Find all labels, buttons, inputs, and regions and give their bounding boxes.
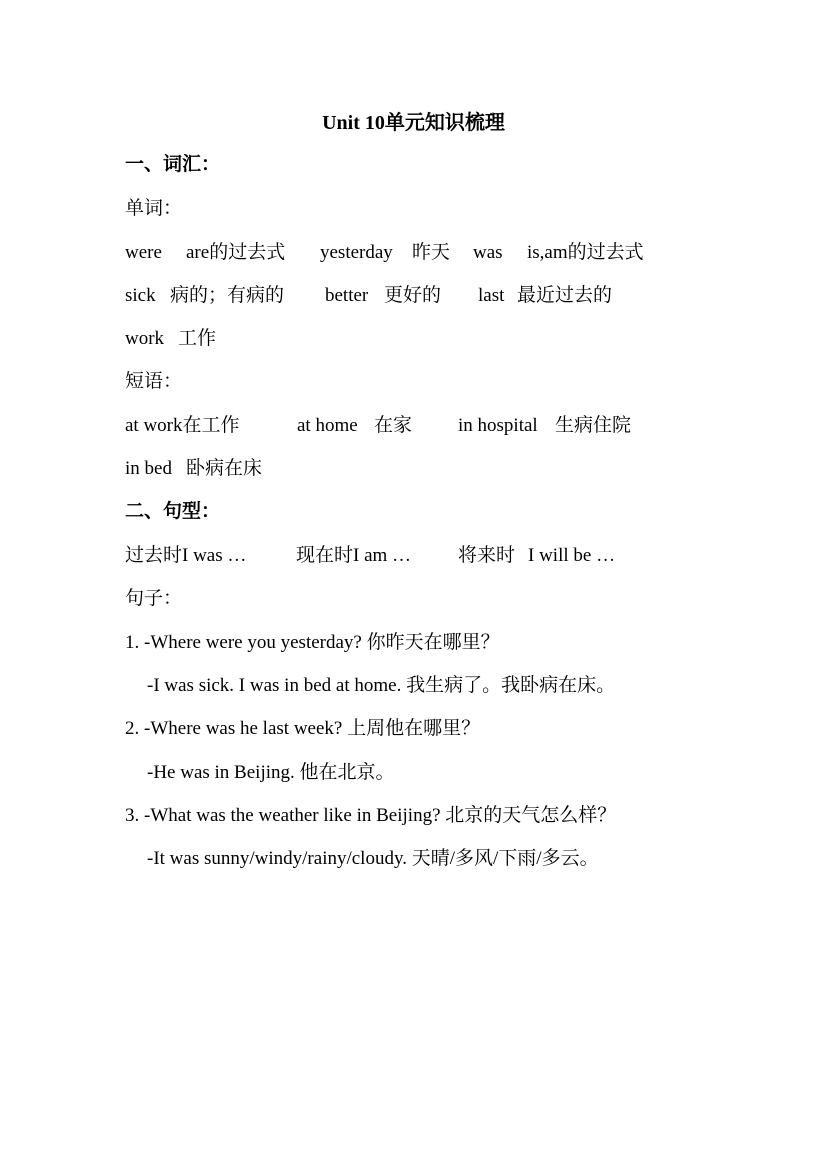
sentence-question: 2. -Where was he last week? 上周他在哪里？	[125, 718, 481, 739]
word-meaning: 最近过去的	[517, 285, 613, 306]
pattern-future: I will be …	[528, 545, 616, 566]
word-meaning: is,am的过去式	[527, 242, 644, 263]
word-term: last	[478, 285, 505, 306]
pattern-past: 过去时I was …	[125, 545, 247, 566]
words-row-3	[125, 326, 325, 352]
phrase-term: in bed	[125, 458, 172, 479]
phrases-row-2	[125, 456, 325, 482]
sentence-answer: -I was sick. I was in bed at home. 我生病了。我卧病在床。	[147, 675, 616, 696]
phrase-meaning: 生病住院	[555, 415, 632, 436]
words-label: 单词：	[125, 198, 183, 219]
phrase-item: at work在工作	[125, 415, 240, 436]
words-row-1	[125, 240, 685, 266]
word-term: was	[473, 242, 503, 263]
word-meaning: 昨天	[412, 242, 451, 263]
patterns-row	[125, 543, 685, 569]
sentence-question: 1. -Where were you yesterday? 你昨天在哪里？	[125, 632, 500, 653]
pattern-present: 现在时I am …	[296, 545, 412, 566]
word-term: work	[125, 328, 165, 349]
phrases-label: 短语：	[125, 371, 183, 392]
phrase-meaning: 在家	[374, 415, 413, 436]
word-meaning: 更好的	[384, 285, 442, 306]
phrase-term: in hospital	[458, 415, 538, 436]
document-title: Unit 10单元知识梳理	[322, 112, 505, 134]
word-term: sick	[125, 285, 156, 306]
sentence-answer: -It was sunny/windy/rainy/cloudy. 天晴/多风/下雨/多云。	[147, 848, 599, 869]
section-heading-sentence-patterns: 二、句型：	[125, 501, 221, 522]
sentences-label: 句子：	[125, 588, 183, 609]
word-term: were	[125, 242, 162, 263]
pattern-future-label: 将来时	[458, 545, 516, 566]
sentence-answer: -He was in Beijing. 他在北京。	[147, 762, 395, 783]
section-heading-vocabulary: 一、词汇：	[125, 154, 221, 175]
phrase-meaning: 卧病在床	[186, 458, 263, 479]
phrases-row-1	[125, 413, 685, 439]
word-term: better	[325, 285, 369, 306]
words-row-2	[125, 283, 685, 309]
word-meaning: are的过去式	[186, 242, 286, 263]
phrase-term: at home	[297, 415, 358, 436]
sentence-question: 3. -What was the weather like in Beijing? 北京的天气怎么样？	[125, 805, 617, 826]
word-meaning: 工作	[178, 328, 217, 349]
word-meaning: 病的；有病的	[170, 285, 285, 306]
word-term: yesterday	[320, 242, 393, 263]
